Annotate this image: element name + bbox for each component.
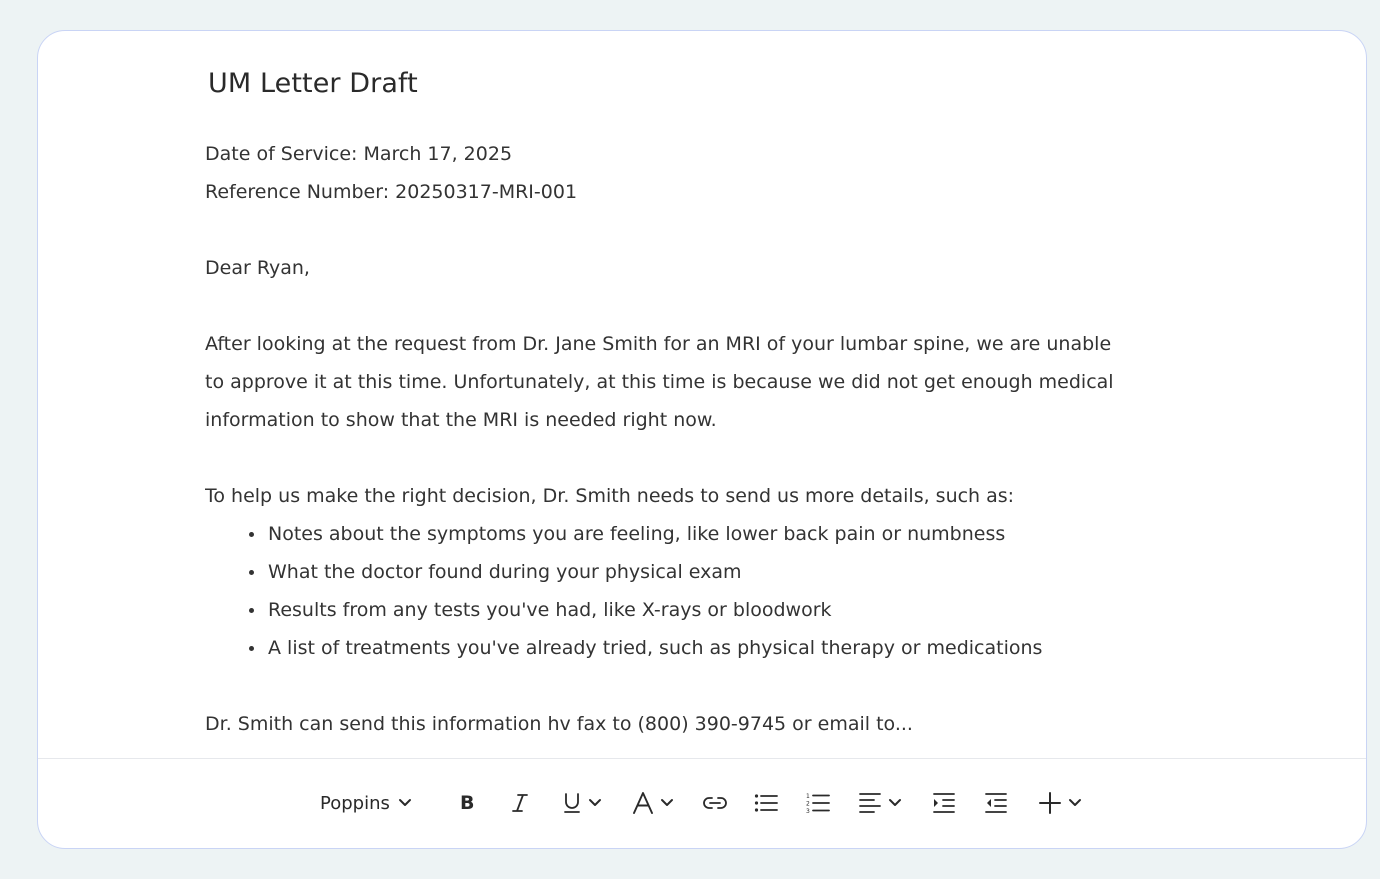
bullet-item: Results from any tests you've had, like X-rays or bloodwork	[247, 591, 1205, 629]
italic-icon	[510, 792, 530, 814]
letter-body[interactable]	[205, 135, 1205, 743]
indent-button[interactable]	[932, 787, 956, 819]
chevron-down-icon	[660, 798, 674, 808]
link-icon	[702, 795, 728, 811]
outdent-button[interactable]	[984, 787, 1008, 819]
bullet-item: Notes about the symptoms you are feeling, like lower back pain or numbness	[247, 515, 1205, 553]
text-color-icon	[632, 791, 654, 815]
svg-text:2: 2	[806, 800, 810, 808]
reference-number-line: Reference Number: 20250317-MRI-001	[205, 181, 578, 203]
document-title: UM Letter Draft	[208, 68, 418, 99]
numbered-list-button[interactable]	[806, 787, 830, 819]
bold-icon: B	[460, 792, 475, 814]
bold-button[interactable]	[460, 787, 474, 819]
bulleted-list-button[interactable]	[754, 787, 778, 819]
chevron-down-icon	[398, 798, 412, 808]
svg-text:1: 1	[806, 793, 810, 800]
chevron-down-icon	[1068, 798, 1082, 808]
font-family-label: Poppins	[320, 792, 390, 814]
insert-button[interactable]	[1038, 787, 1082, 819]
details-bullet-list	[247, 515, 1205, 667]
font-family-dropdown[interactable]	[320, 787, 412, 819]
blank-line	[205, 439, 1205, 477]
letter-editor-card	[37, 30, 1367, 849]
italic-button[interactable]	[510, 787, 530, 819]
indent-icon	[932, 792, 956, 814]
closing-line: Dr. Smith can send this information hv fax to (800) 390-9745 or email to...	[205, 713, 913, 735]
blank-line	[205, 667, 1205, 705]
underline-button[interactable]	[562, 787, 602, 819]
paragraph-denial	[205, 325, 1205, 439]
svg-text:3: 3	[806, 808, 810, 814]
paragraph-line: to approve it at this time. Unfortunately, at this time is because we did not get enough medical	[205, 371, 1114, 393]
greeting-line: Dear Ryan,	[205, 257, 310, 279]
numbered-list-icon	[806, 792, 830, 814]
align-button[interactable]	[858, 787, 902, 819]
bulleted-list-icon	[754, 793, 778, 813]
bullet-item: What the doctor found during your physical exam	[247, 553, 1205, 591]
link-button[interactable]	[702, 787, 728, 819]
formatting-toolbar	[38, 759, 1366, 849]
paragraph-details-intro: To help us make the right decision, Dr. Smith needs to send us more details, such as:	[205, 485, 1015, 507]
paragraph-line: After looking at the request from Dr. Jane Smith for an MRI of your lumbar spine, we are unable	[205, 333, 1112, 355]
paragraph-line: information to show that the MRI is needed right now.	[205, 409, 717, 431]
editor-content-area[interactable]	[205, 31, 1205, 758]
underline-icon	[562, 791, 582, 815]
text-color-button[interactable]	[632, 787, 674, 819]
bullet-item: A list of treatments you've already tried, such as physical therapy or medications	[247, 629, 1205, 667]
blank-line	[205, 287, 1205, 325]
plus-icon	[1038, 791, 1062, 815]
chevron-down-icon	[888, 798, 902, 808]
outdent-icon	[984, 792, 1008, 814]
blank-line	[205, 211, 1205, 249]
chevron-down-icon	[588, 798, 602, 808]
align-left-icon	[858, 792, 882, 814]
date-of-service-line: Date of Service: March 17, 2025	[205, 143, 513, 165]
